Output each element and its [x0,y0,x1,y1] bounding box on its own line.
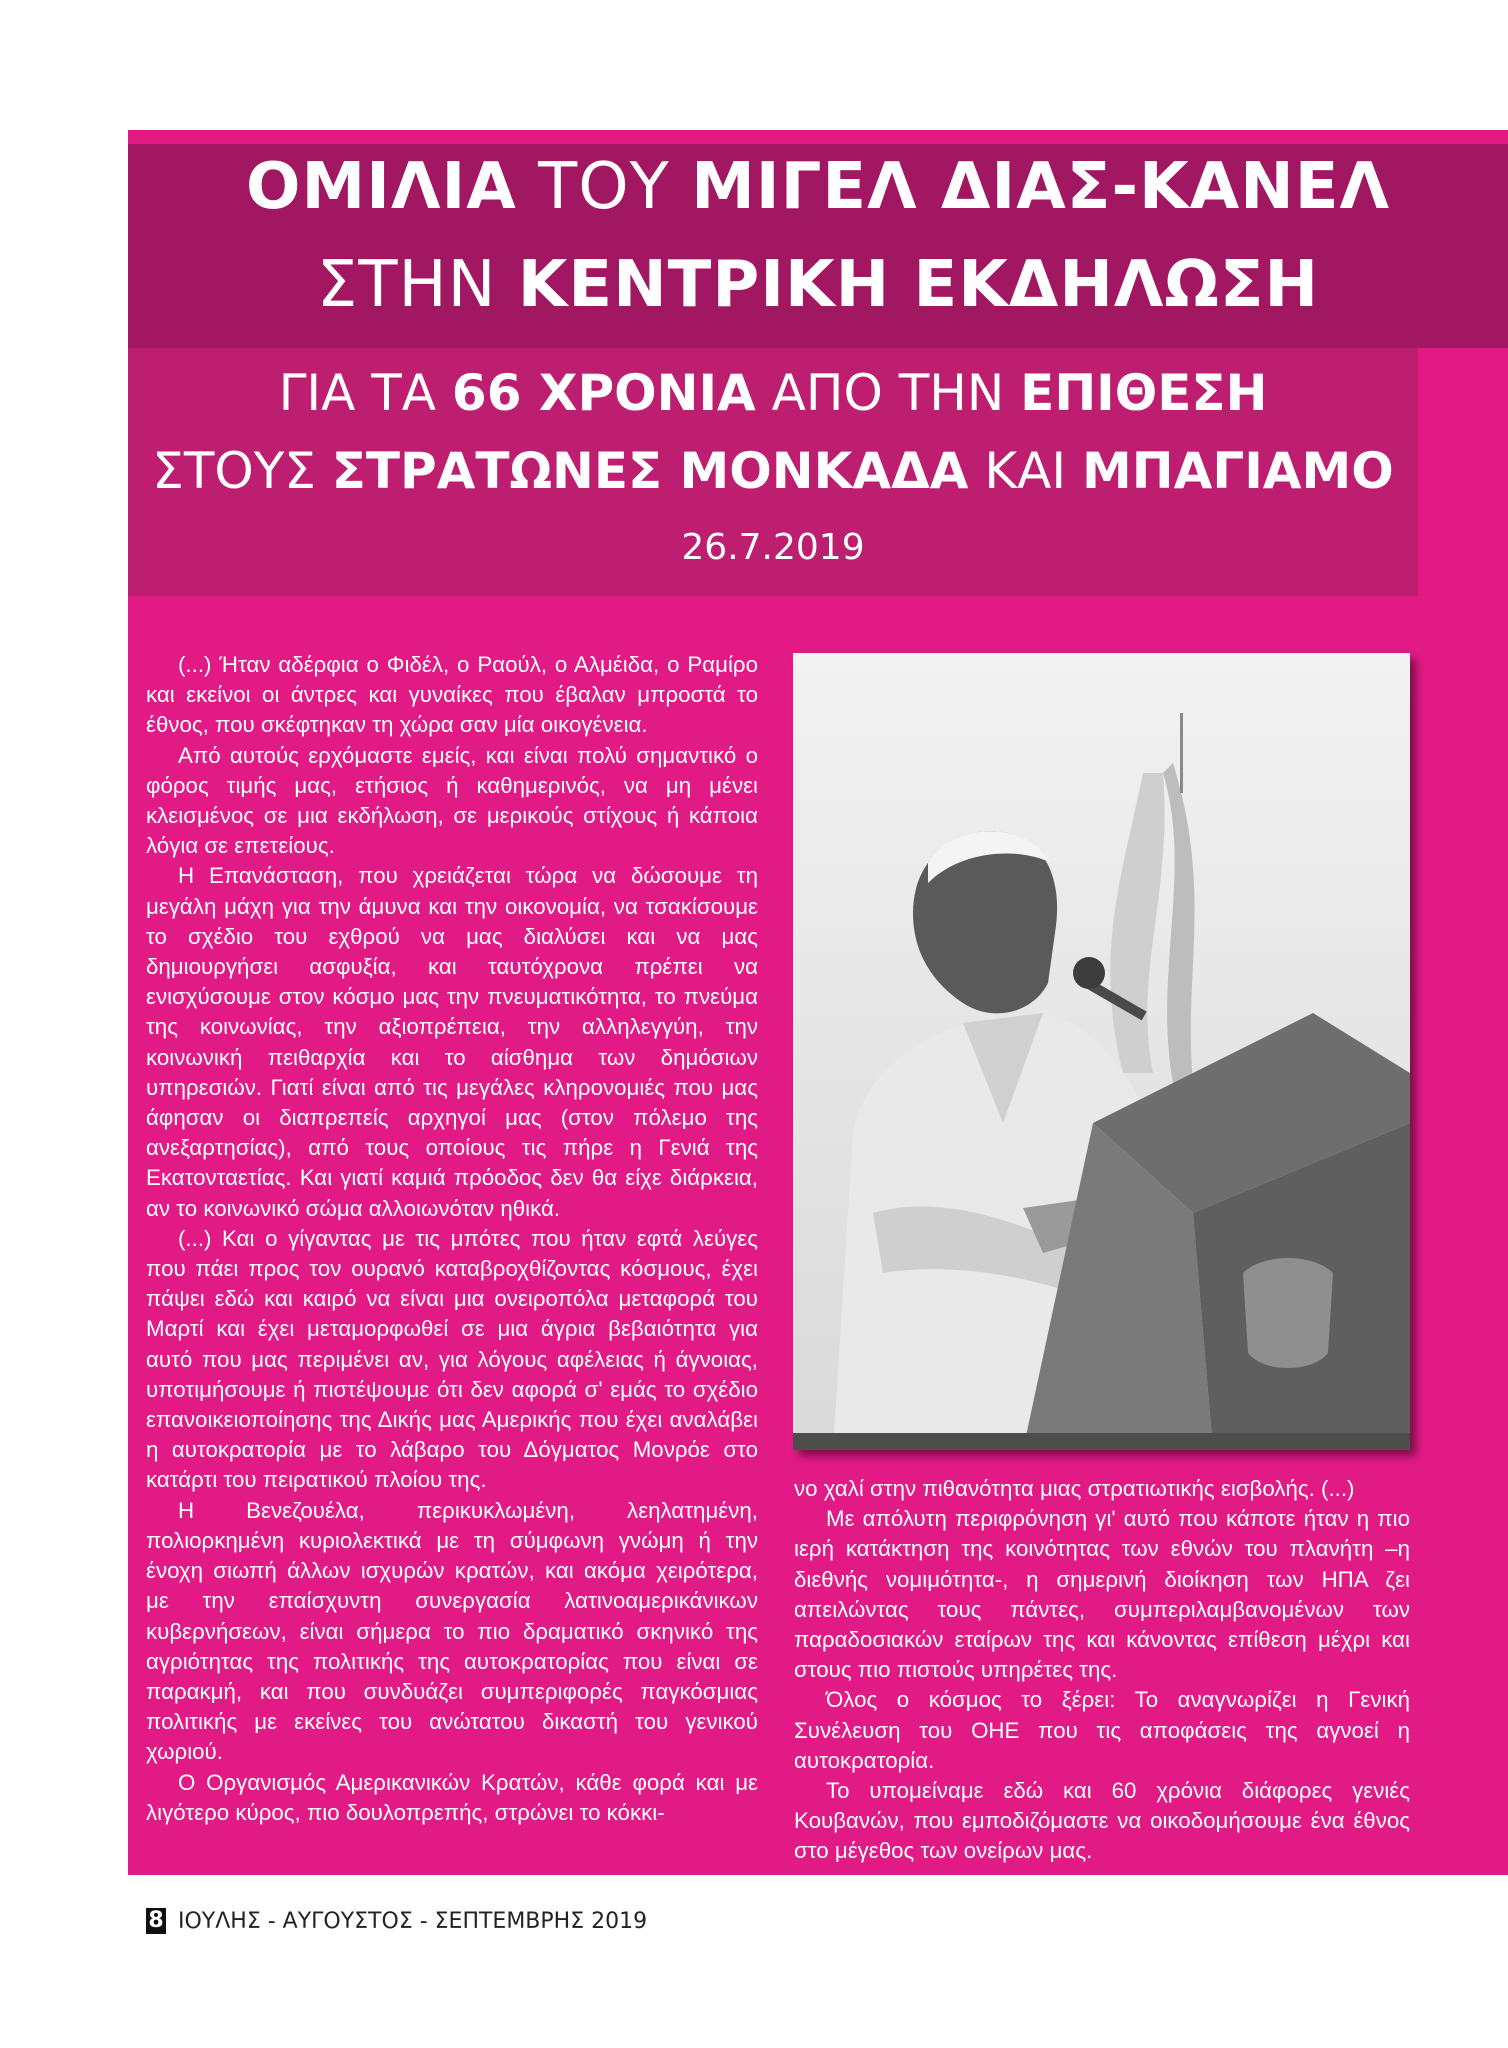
paragraph: Η Βενεζουέλα, περικυκλωμένη, λεηλατημένη, πολιορκημένη κυριολεκτικά με τη σύμφωνη γνώμη ή την ένοχη σιωπή άλλων ισχυρών κρατών, και ακόμα χειρότερα, με την επαίσχυντη συνεργασία λατινοαμερικάνικων κυβερνήσεων, είναι σήμερα το πιο δραματικό σκηνικό της αγριότητας της πολιτικής της αυτοκρατορίας που είναι σε παρακμή, και που συνδυάζει συμπεριφορές παγκόσμιας πολιτικής με εκείνες του ανώτατου δικαστή του γενικού χωριού. [146,1497,758,1765]
paragraph: (...) Και ο γίγαντας με τις μπότες που ήταν εφτά λεύγες που πάει προς τον ουρανό καταβροχθίζοντας κόσμους, έχει πάψει εδώ και καιρό να είναι μια ονειροπόλα μεταφορά του Μαρτί και έχει μεταμορφωθεί σε μια άγρια βεβαιότητα για αυτό που μας περιμένει αν, για λόγους αφέλειας ή άγνοιας, υποτιμήσουμε ή πιστέψουμε ότι δεν αφορά σ' εμάς το σχέδιο επανοικειοποίησης της Δικής μας Αμερικής που έχει αναλάβει η αυτοκρατορία με το λάβαρο του Δόγματος Μονρόε στο κατάρτι του πειρατικού πλοίου της. [146,1225,758,1493]
paragraph: Η Επανάσταση, που χρειάζεται τώρα να δώσουμε τη μεγάλη μάχη για την άμυνα και την οικονομία, να τσακίσουμε το σχέδιο του εχθρού να μας διαλύσει και να μας δημιουργήσει ασφυξία, και ταυτόχρονα πρέπει να ενισχύσουμε στον κόσμο μας την πνευματικότητα, το πνεύμα της κοινωνίας, την αξιοπρέπεια, την αλληλεγγύη, την κοινωνική πειθαρχία και το αίσθημα των δημόσιων υπηρεσιών. Γιατί είναι από τις μεγάλες κληρονομιές που μας άφησαν οι διαπρεπείς αρχηγοί μας (στον πόλεμο της ανεξαρτησίας), από τους οποίους τις πήρε η Γενιά της Εκατονταετίας. Και γιατί καμιά πρόοδος δεν θα είχε διάρκεια, αν το κοινωνικό σώμα αλλοιωνόταν ηθικά. [146,863,758,1221]
title-line-2 [128,248,1508,322]
title-speech-word: ΟΜΙΛΙΑ [246,150,517,224]
paragraph: Όλος ο κόσμος το ξέρει: Το αναγνωρίζει η Γενική Συνέλευση του ΟΗΕ που τις αποφάσεις της αγνοεί η αυτοκρατορία. [794,1687,1410,1773]
title-line-1 [128,150,1508,224]
title-event-name: ΚΕΝΤΡΙΚΗ ΕΚΔΗΛΩΣΗ [517,248,1320,322]
article-column-1 [146,650,758,1828]
page-footer [146,1908,647,1934]
speaker-photo-illustration [793,653,1410,1450]
title-at-word: ΣΤΗΝ [316,248,497,322]
date-line: 26.7.2019 [681,527,865,568]
title-of-word: ΤΟΥ [538,150,670,224]
title-speaker-name: ΜΙΓΕΛ ΔΙΑΣ-ΚΑΝΕΛ [691,150,1390,224]
paragraph: Από αυτούς ερχόμαστε εμείς, και είναι πολύ σημαντικό ο φόρος τιμής μας, ετήσιος ή καθημερινός, να μη μένει κλεισμένος σε μια εκδήλωση, σε μερικούς στίχους ή κάποια λόγια σε επετείους. [146,742,758,859]
paragraph: (...) Ήταν αδέρφια ο Φιδέλ, ο Ραούλ, ο Αλμέιδα, ο Ραμίρο και εκείνοι οι άντρες και γυναίκες που έβαλαν μπροστά το έθνος, που σκέφτηκαν τη χώρα σαν μία οικογένεια. [146,652,758,738]
subtitle-line-2 [128,442,1418,500]
subtitle-attack: ΕΠΙΘΕΣΗ [1020,364,1268,422]
article-column-2 [794,1474,1410,1867]
subtitle-bayamo: ΜΠΑΓΙΑΜΟ [1082,442,1394,500]
subtitle-for-the: ΓΙΑ ΤΑ [278,364,437,422]
paragraph: Με απόλυτη περιφρόνηση γι' αυτό που κάποτε ήταν η πιο ιερή κατάκτηση της κοινότητας των εθνών του πλανήτη –η διεθνής νομιμότητα-, η σημερινή διοίκηση των ΗΠΑ ζει απειλώντας τους πάντες, συμπεριλαμβανομένων των παραδοσιακών εταίρων της και κάνοντας επίθεση μέχρι και στους πιο πιστούς υπηρέτες της. [794,1506,1410,1683]
subtitle-line-1 [128,364,1418,422]
paragraph: Ο Οργανισμός Αμερικανικών Κρατών, κάθε φορά και με λιγότερο κύρος, πιο δουλοπρεπής, στρώνει το κόκκι- [146,1769,758,1825]
subtitle-moncada: ΣΤΡΑΤΩΝΕΣ ΜΟΝΚΑΔΑ [331,442,969,500]
paragraph: Το υπομείναμε εδώ και 60 χρόνια διάφορες γενιές Κουβανών, που εμποδιζόμαστε να οικοδομήσουμε ένα έθνος στο μέγεθος των ονείρων μας. [794,1778,1410,1864]
subtitle-and: ΚΑΙ [984,442,1067,500]
page-number: 8 [146,1908,166,1934]
issue-label: ΙΟΥΛΗΣ - ΑΥΓΟΥΣΤΟΣ - ΣΕΠΤΕΜΒΡΗΣ 2019 [178,1908,648,1934]
subtitle-at-the: ΣΤΟΥΣ [152,442,316,500]
subtitle-years: 66 ΧΡΟΝΙΑ [451,364,756,422]
paragraph: νο χαλί στην πιθανότητα μιας στρατιωτικής εισβολής. (...) [794,1476,1355,1501]
subtitle-since-the: ΑΠΟ ΤΗΝ [771,364,1005,422]
speaker-photo [793,653,1410,1450]
